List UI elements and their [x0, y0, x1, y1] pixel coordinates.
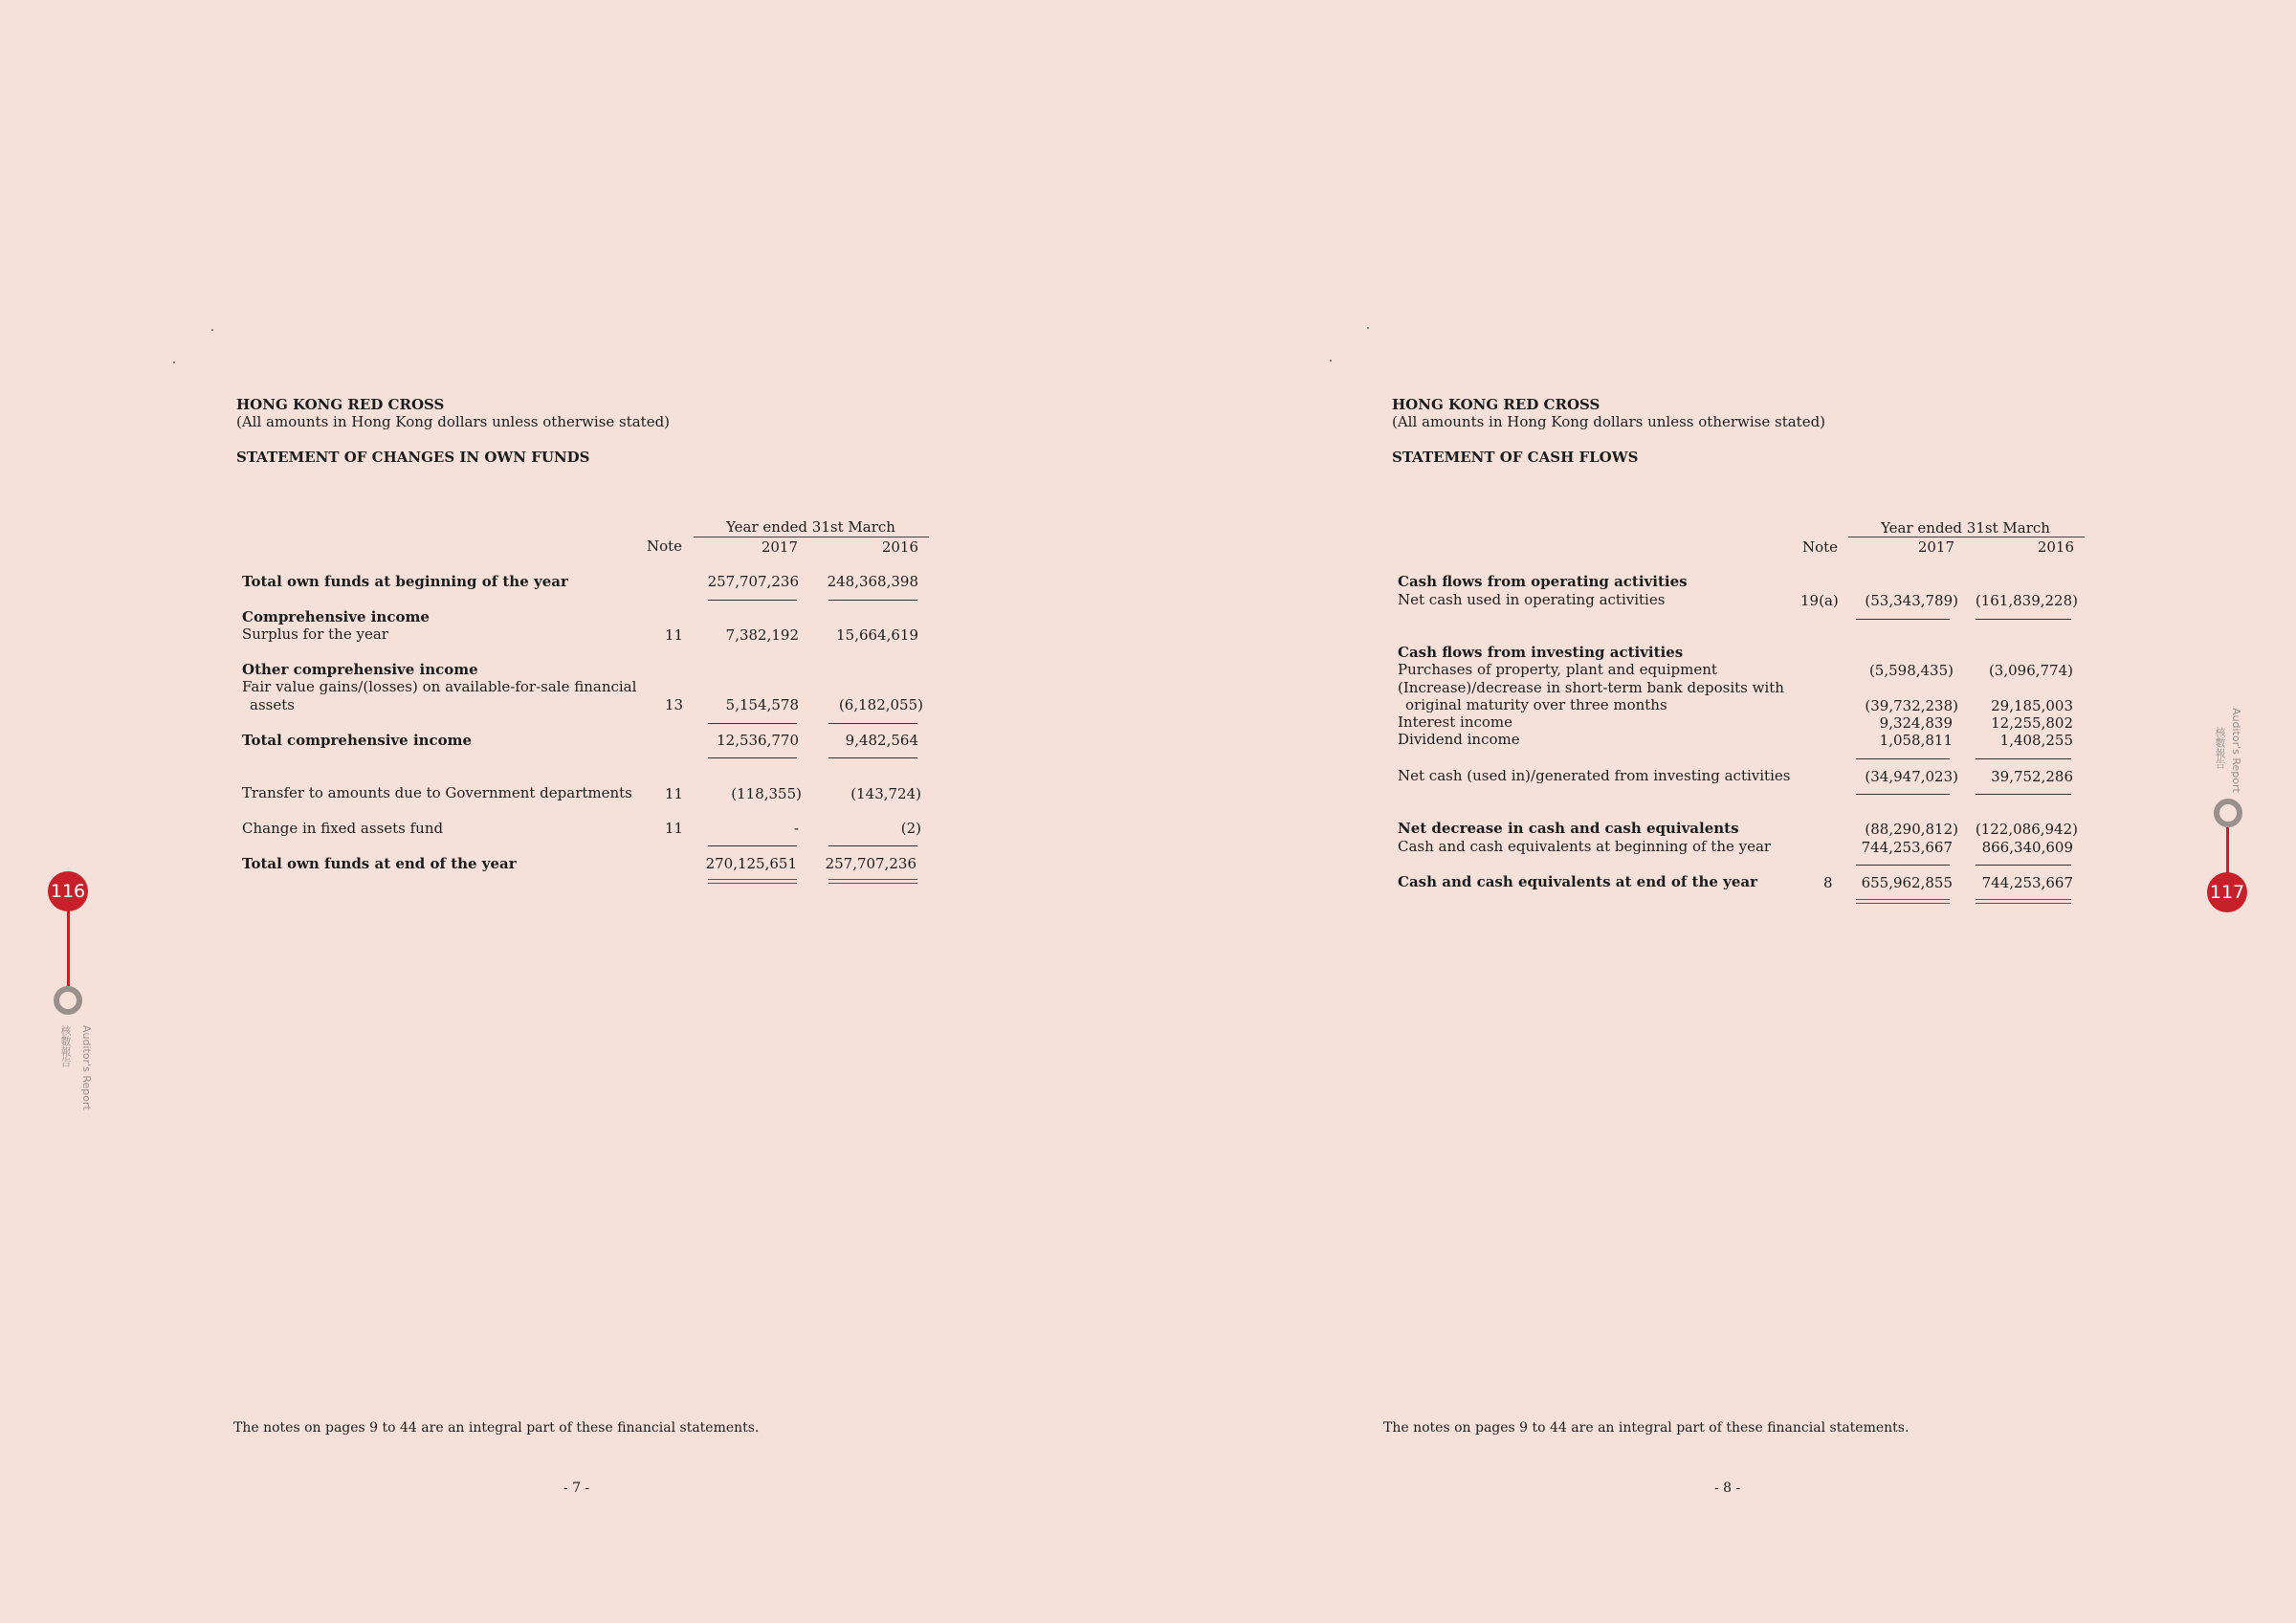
- table-row-label: Surplus for the year: [242, 625, 388, 643]
- table-cell-2017: 12,536,770: [717, 732, 799, 749]
- table-cell-2016: 248,368,398: [827, 573, 918, 590]
- right-page-marker: - 8 -: [1714, 1480, 1741, 1496]
- rule: [1856, 619, 1950, 620]
- side-label-zh: 核數報告: [59, 1025, 72, 1067]
- timeline-line: [67, 910, 70, 987]
- right-statement-title: STATEMENT OF CASH FLOWS: [1392, 449, 1639, 466]
- table-row-label: Total own funds at beginning of the year: [242, 573, 568, 590]
- table-row-label: Total comprehensive income: [242, 732, 473, 749]
- table-cell-note: 11: [665, 785, 684, 802]
- side-label-en: Auditor's Report: [80, 1025, 93, 1110]
- double-rule: [1976, 899, 2071, 904]
- scan-speck: [1367, 327, 1369, 329]
- section-heading: Comprehensive income: [242, 608, 430, 625]
- table-row-label: Net cash (used in)/generated from investing activities: [1398, 767, 1791, 784]
- table-cell-2017: (5,598,435): [1868, 662, 1954, 679]
- table-row-label: original maturity over three months: [1405, 696, 1667, 713]
- table-cell-2016: 29,185,003: [1991, 697, 2073, 714]
- left-currency-note: (All amounts in Hong Kong dollars unless otherwise stated): [236, 413, 671, 430]
- timeline-ring-icon: [2214, 799, 2242, 827]
- rule: [828, 845, 917, 846]
- right-col-note: Note: [1802, 538, 1839, 556]
- table-cell-2017: 5,154,578: [725, 696, 799, 713]
- table-cell-2016: 12,255,802: [1991, 714, 2073, 732]
- right-col-2016: 2016: [2037, 538, 2074, 556]
- table-row-label: Dividend income: [1398, 731, 1520, 748]
- left-col-note: Note: [647, 537, 683, 555]
- table-cell-2017: 9,324,839: [1879, 714, 1953, 732]
- table-cell-2017: 1,058,811: [1879, 732, 1953, 749]
- table-cell-2017: 744,253,667: [1861, 839, 1953, 856]
- table-row-label: Total own funds at end of the year: [242, 855, 517, 872]
- section-heading: Cash flows from investing activities: [1398, 644, 1684, 661]
- right-org-name: HONG KONG RED CROSS: [1392, 396, 1601, 413]
- table-cell-2016: 15,664,619: [836, 626, 918, 644]
- table-row-label: assets: [250, 696, 295, 713]
- table-cell-2017: (34,947,023): [1865, 768, 1958, 785]
- table-cell-note: 11: [665, 820, 684, 837]
- page-number-badge: 117: [2207, 872, 2247, 912]
- left-page-marker: - 7 -: [563, 1480, 590, 1496]
- section-heading: Cash flows from operating activities: [1398, 573, 1688, 590]
- table-cell-2017: 270,125,651: [705, 855, 797, 872]
- rule: [1976, 865, 2071, 866]
- table-row-label: Net cash used in operating activities: [1398, 591, 1666, 608]
- rule: [708, 723, 797, 724]
- left-statement-title: STATEMENT OF CHANGES IN OWN FUNDS: [236, 449, 590, 466]
- table-cell-2017: (118,355): [731, 785, 802, 802]
- table-cell-note: 19(a): [1800, 592, 1839, 609]
- table-cell-2016: (143,724): [850, 785, 921, 802]
- timeline-ring-icon: [54, 986, 82, 1015]
- table-cell-note: 11: [665, 626, 684, 644]
- timeline-line: [2226, 827, 2229, 875]
- table-cell-2016: (6,182,055): [838, 696, 923, 713]
- table-row-label: Fair value gains/(losses) on available-for-sale financial: [242, 678, 637, 695]
- table-row-label: Transfer to amounts due to Government departments: [242, 784, 632, 801]
- table-row-label: Change in fixed assets fund: [242, 820, 444, 837]
- table-row-label: (Increase)/decrease in short-term bank deposits with: [1398, 679, 1784, 696]
- table-cell-2017: 257,707,236: [707, 573, 799, 590]
- table-cell-2017: -: [793, 820, 799, 837]
- table-cell-2016: (3,096,774): [1988, 662, 2073, 679]
- rule: [1976, 794, 2071, 795]
- table-cell-2016: 866,340,609: [1981, 839, 2073, 856]
- rule: [1976, 619, 2071, 620]
- rule: [708, 757, 797, 758]
- table-cell-note: 13: [665, 696, 684, 713]
- rule: [828, 723, 917, 724]
- table-cell-2017: 7,382,192: [725, 626, 799, 644]
- rule: [1856, 865, 1950, 866]
- table-row-label: Interest income: [1398, 713, 1513, 731]
- table-cell-2016: 9,482,564: [845, 732, 918, 749]
- table-row-label: Cash and cash equivalents at beginning of the year: [1398, 838, 1772, 855]
- table-row-label: Net decrease in cash and cash equivalents: [1398, 820, 1739, 837]
- table-cell-2017: (39,732,238): [1865, 697, 1958, 714]
- side-label-en: Auditor's Report: [2230, 708, 2242, 793]
- rule: [1856, 758, 1950, 759]
- right-col-2017: 2017: [1917, 538, 1954, 556]
- left-footnote: The notes on pages 9 to 44 are an integral part of these financial statements.: [233, 1420, 760, 1436]
- left-col-2017: 2017: [761, 538, 798, 556]
- scan-speck: [211, 329, 213, 331]
- page-number-badge: 116: [48, 871, 88, 911]
- table-cell-2016: (122,086,942): [1975, 821, 2078, 838]
- right-footnote: The notes on pages 9 to 44 are an integral part of these financial statements.: [1383, 1420, 1910, 1436]
- table-cell-2016: 257,707,236: [825, 855, 916, 872]
- scan-speck: [1330, 360, 1332, 362]
- right-currency-note: (All amounts in Hong Kong dollars unless otherwise stated): [1392, 413, 1826, 430]
- left-col-2016: 2016: [881, 538, 918, 556]
- table-cell-2016: 1,408,255: [1999, 732, 2073, 749]
- rule: [828, 757, 917, 758]
- rule: [708, 845, 797, 846]
- scan-speck: [173, 362, 175, 363]
- left-org-name: HONG KONG RED CROSS: [236, 396, 445, 413]
- rule: [708, 600, 797, 601]
- section-heading: Other comprehensive income: [242, 661, 478, 678]
- table-cell-2016: (161,839,228): [1975, 592, 2078, 609]
- table-cell-2016: 744,253,667: [1981, 874, 2073, 891]
- rule: [1856, 794, 1950, 795]
- right-col-group-header: Year ended 31st March: [1881, 519, 2050, 537]
- table-cell-note: 8: [1823, 874, 1833, 891]
- table-cell-2017: 655,962,855: [1861, 874, 1953, 891]
- double-rule: [708, 879, 797, 884]
- table-cell-2017: (88,290,812): [1865, 821, 1958, 838]
- double-rule: [828, 879, 917, 884]
- rule: [828, 600, 917, 601]
- table-cell-2016: (2): [900, 820, 921, 837]
- table-cell-2016: 39,752,286: [1991, 768, 2073, 785]
- rule: [1976, 758, 2071, 759]
- table-row-label: Cash and cash equivalents at end of the year: [1398, 873, 1757, 890]
- side-label-zh: 核數報告: [2214, 727, 2226, 769]
- left-col-group-header: Year ended 31st March: [726, 518, 895, 536]
- double-rule: [1856, 899, 1950, 904]
- table-row-label: Purchases of property, plant and equipment: [1398, 661, 1717, 678]
- table-cell-2017: (53,343,789): [1865, 592, 1958, 609]
